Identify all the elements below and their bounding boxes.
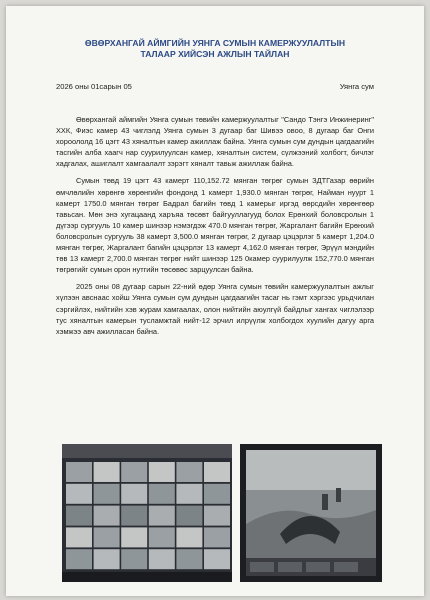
document-meta	[56, 82, 374, 96]
camera-view-photo	[240, 444, 382, 582]
document-place: Уянга сум	[339, 82, 374, 91]
document-date: 2026 оны 01сарын 05	[56, 82, 132, 91]
paragraph-2: Сумын төвд 19 цэгт 43 камерт 110,152.72 мянган төгрөг сумын ЗДТГазар өөрийн өмчлөлийн хөрөнгө хөрөнгийн фондонд 1 камерт 1,930.0 мянган төгрөг, Найман нуурт 1 камерт 1750.0 мянган төгрөг Бадрал багийн төвд 1 камерыг иргэд өөрсдийн хөрөнгөөр тавьсан. Мөн энэ хугацаанд харъяа төсөвт байгууллагууд болох Ерөнхий боловсролын 1 дүгээр сургууль 10 камер шинээр нэмэгдэж 470.0 мянган төгрөг, Жаргалант багийн Ерөнхий боловсролын сургууль 38 камерт 3,500.0 мянган төгрөг, 2 дугаар цэцэрлэг 5 камерт 1,204.0 мянган төгрөг, Жаргалант багийн цэцэрлэг 13 камерт 4,162.0 мянган төгрөг, Эрүүл мэндийн төв 13 камерт 2,700.0 мянган төгрөг нийт шинээр 125 0камер суурилуулж 152,770.0 мянган төгрөгийг сумын орон нутгийн төсөвөс зарцуулсан байна.	[56, 176, 374, 275]
title-line-1: ӨВӨРХАНГАЙ АЙМГИЙН УЯНГА СУМЫН КАМЕРЖУУЛАЛТЫН	[84, 38, 346, 48]
document-title	[30, 38, 400, 60]
monitor-wall-photo	[62, 444, 232, 582]
paragraph-1: Өвөрхангай аймгийн Уянга сумын төвийн камержуулалтыг "Сандо Тэнгэ Инжинеринг" ХХК, Фиэс камер 43 чиглэлд Уянга сумын 3 дугаар баг Шивээ овоо, 8 дугаар баг Онги хороололд 16 цэгт 43 хяналтын камер ажиллаж байна. Уянга сумын сум дундын цагдаагийн тасгийн алба хаагч нар суурилуулсан камер, хяналтын систем, сүлжээний холбогт, бичлэг хадгалах, ашиглалт хамгаалалт зэрэгт хяналт тавьж ажиллаж байна.	[56, 115, 374, 169]
paragraph-3: 2025 оны 08 дугаар сарын 22-ний өдөр Уянга сумын төвийн камержуулалтын ажлыг хүлээн авснаас хойш Уянга сумын сум дундын цагдаагийн тасаг нь гэмт хэргээс урьдчилан сэргийлэх, нийтийн хэв журам хамгаалах, олон нийтийн аюулгүй байдлыг хангах чиглэлээр тус хяналтын камерын тусламжтай нийт-12 эрчил илрүүлж холбогдох хуулийн дагуу арга хэмжээ авч ажилласан байна.	[56, 282, 374, 336]
photo-strip	[62, 444, 382, 582]
document-page	[6, 6, 424, 596]
title-line-2: ТАЛААР ХИЙСЭН АЖЛЫН ТАЙЛАН	[140, 49, 290, 59]
document-body	[56, 114, 374, 337]
